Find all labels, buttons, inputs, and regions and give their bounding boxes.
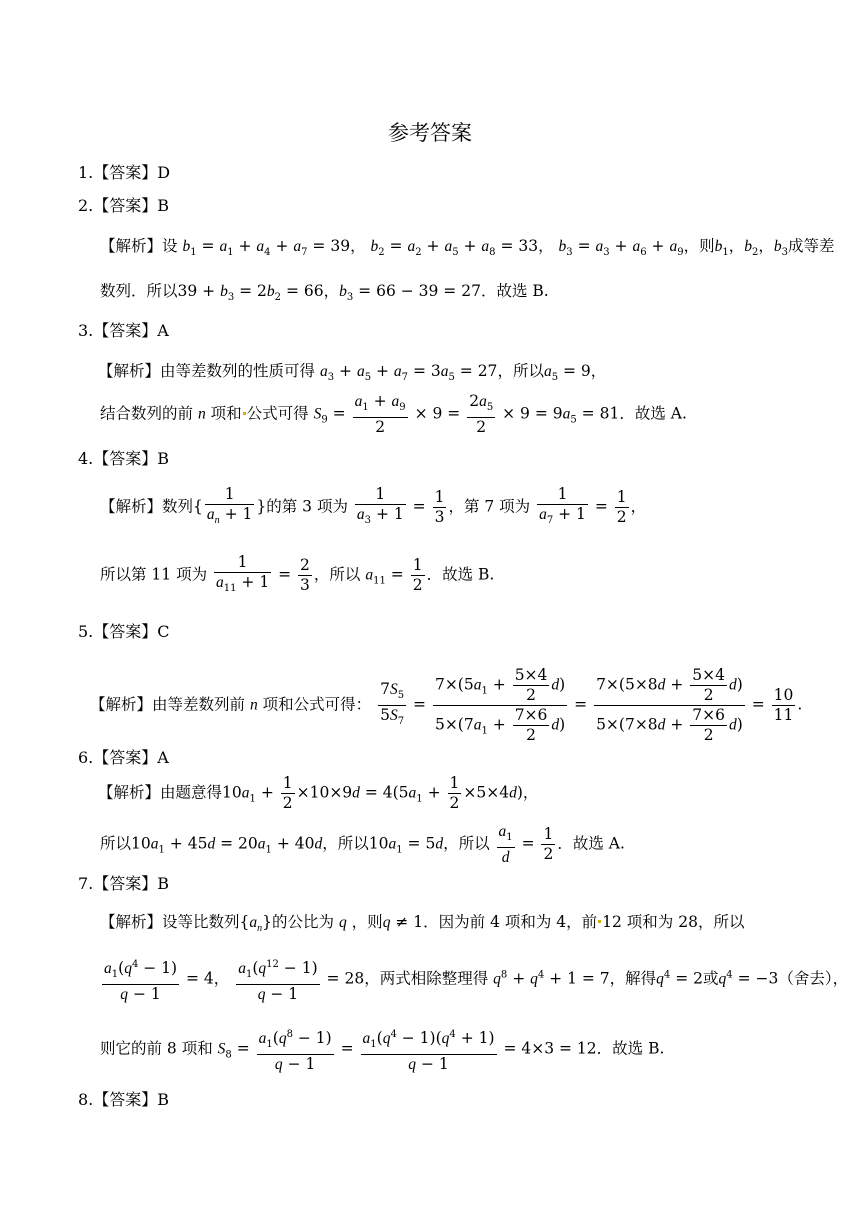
page-title: 参考答案 xyxy=(388,121,472,145)
q3-analysis-line1: 【解析】由等差数列的性质可得 $a_3 + a_5 + a_7 = 3a_5 = 27$，所以$a_5 = 9$， xyxy=(98,362,607,383)
q7-analysis-line2: $\frac{a_1(q^4 - 1)}{q - 1}$ = 4， $\frac{a_1(q^{12} - 1)}{q - 1}$ = 28，两式相除整理得 $q^8 + q^4 + 1 = 7$，解得$q^4 = 2$或$q^4 = -3$（舍去）， xyxy=(100,955,848,1004)
answer-8: 8.【答案】B xyxy=(78,1090,170,1109)
analysis-label: 【解析】 xyxy=(98,362,161,380)
q2-analysis-line2: 数列．所以$39 + b_3 = 2b_2 = 66$，$b_3 = 66 - 39 = 27$．故选 B. xyxy=(100,282,549,303)
answer-4: 4.【答案】B xyxy=(78,449,170,468)
q2-analysis-line1: 【解析】设 $b_1 = a_1 + a_4 + a_7 = 39$， $b_2 = a_2 + a_5 + a_8 = 33$， $b_3 = a_3 + a_6 + a_9$，则$b_1$，$b_2$，$b_3$成等差 xyxy=(100,237,835,258)
q4-analysis-line1: 【解析】数列{ $\frac{1}{a_n + 1}$ }的第 3 项为 $\frac{1}{a_3 + 1}$ = $\frac{1}{3}$ ，第 7 项为 $\frac{1}{a_7 + 1}$ = $\frac{1}{2}$ ， xyxy=(100,485,647,526)
q4-analysis-line2: 所以第 11 项为 $\frac{1}{a_{11} + 1}$ = $\frac{2}{3}$ ，所以 $a_{11}$ = $\frac{1}{2}$ ．故选 B. xyxy=(100,553,495,594)
answer-5: 5.【答案】C xyxy=(78,622,170,641)
q3-analysis-line2: 结合数列的前 n 项和 公式可得 $S_9$ = $\frac{a_1 + a_9}{2}$ × 9 = $\frac{2a_5}{2}$ × $9 = 9a_5 = 81$．故选 A. xyxy=(100,392,687,436)
q7-analysis-line3: 则它的前 8 项和 $S_8$ = $\frac{a_1(q^8 - 1)}{q - 1}$ = $\frac{a_1(q^4 - 1)(q^4 + 1)}{q - 1}$ = 4×3 = 12．故选 B. xyxy=(100,1025,664,1074)
q6-analysis-line2: 所以$10a_1 + 45d = 20a_1 + 40d$，所以$10a_1 = 5d$，所以 $\frac{a_1}{d}$ = $\frac{1}{2}$ ．故选 A. xyxy=(100,823,625,866)
answer-7: 7.【答案】B xyxy=(78,874,170,893)
answer-3: 3.【答案】A xyxy=(78,321,169,340)
q5-analysis-line1: 【解析】由等差数列前 n 项和公式可得： $\frac{7S_5}{5S_7}$ = $7\times(5a_1$ + $\frac{5\times 4}{2}$ d) $5\times(7a_1$ + $\frac{7\times 6}{2}$ d) = 7×(5×8d + $\frac{5\times 4}{2}$ d) 5×(7×8d + $\frac{7\times 6}{2}$ d) = $\frac{10}{11}$ . xyxy=(90,666,803,744)
analysis-label: 【解析】 xyxy=(100,913,163,931)
answer-2: 2.【答案】B xyxy=(78,196,170,215)
analysis-label: 【解析】 xyxy=(90,695,153,714)
answer-6: 6.【答案】A xyxy=(78,748,169,767)
analysis-label: 【解析】 xyxy=(100,237,163,255)
q6-analysis-line1: 【解析】由题意得$10a_1$ + $\frac{1}{2}$ $\times 10\times 9d = 4(5a_1$ + $\frac{1}{2}$ ×5×4d)， xyxy=(98,774,539,812)
analysis-label: 【解析】 xyxy=(100,497,163,516)
answer-1: 1.【答案】D xyxy=(78,163,171,182)
q7-analysis-line1: 【解析】设等比数列$\{a_n\}$的公比为 q ，则q ≠ 1．因为前 4 项和为 4，前 12 项和为 28，所以 xyxy=(100,913,745,934)
analysis-label: 【解析】 xyxy=(98,783,161,802)
